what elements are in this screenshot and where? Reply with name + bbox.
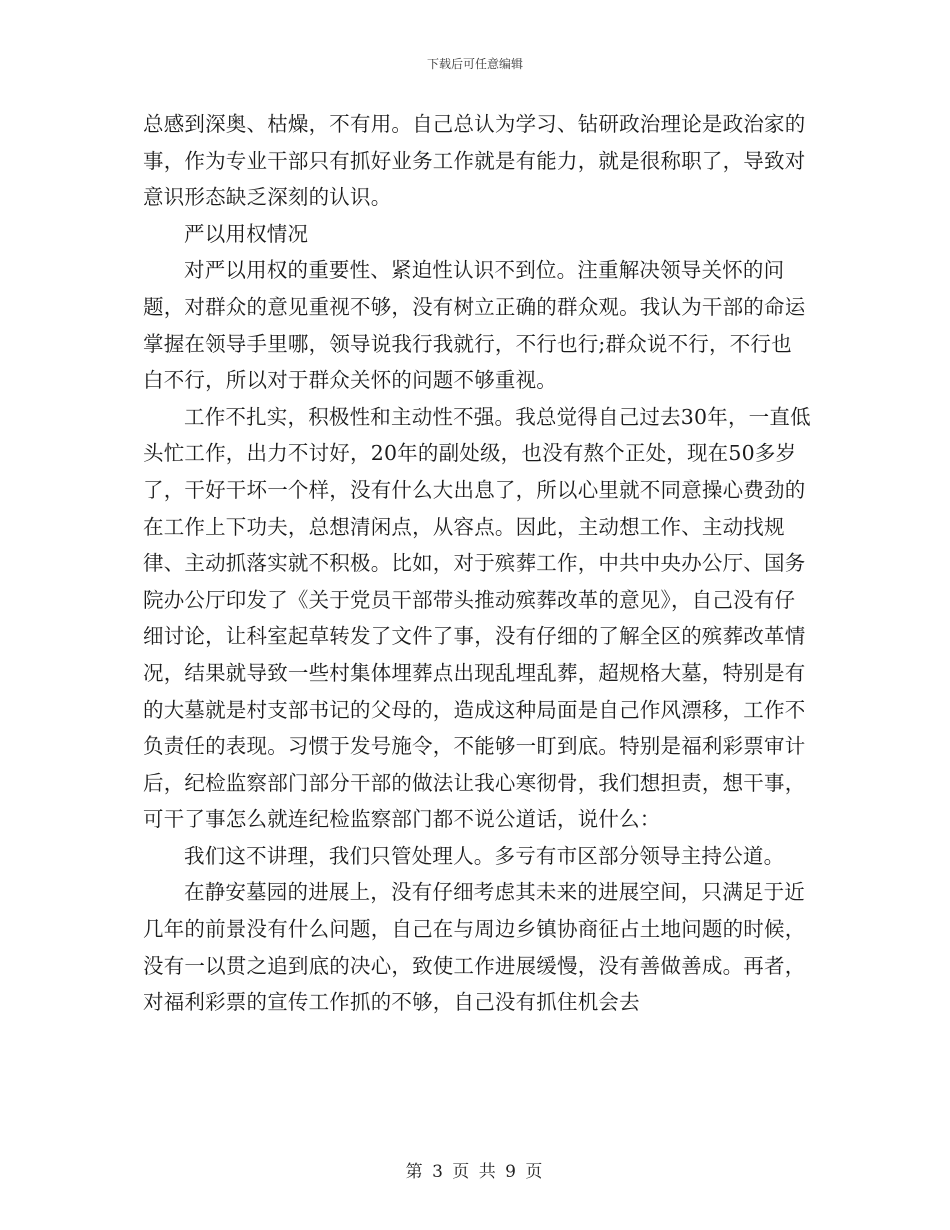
page-header: 下载后可任意编辑 [426, 57, 523, 71]
paragraph: 对严以用权的重要性、紧迫性认识不到位。注重解决领导关怀的问题，对群众的意见重视不够，没有树立正确的群众观。我认为干部的命运掌握在领导手里哪，领导说我行我就行，不行也行;群众说不行，不行也白不行，所以对于群众关怀的问题不够重视。 [143, 258, 806, 393]
paragraph: 在静安墓园的进展上，没有仔细考虑其未来的进展空间，只满足于近几年的前景没有什么问题，自己在与周边乡镇协商征占土地问题的时候，没有一以贯之追到底的决心，致使工作进展缓慢，没有善做善成。再者，对福利彩票的宣传工作抓的不够，自己没有抓住机会去 [143, 880, 806, 1015]
section-heading: 严以用权情况 [184, 221, 309, 246]
page-number-footer: 第 3 页 共 9 页 [405, 1162, 545, 1182]
paragraph: 工作不扎实，积极性和主动性不强。我总觉得自己过去30年，一直低头忙工作，出力不讨好，20年的副处级，也没有熬个正处，现在50多岁了，干好干坏一个样，没有什么大出息了，所以心里就不同意操心费劲的在工作上下功夫，总想清闲点，从容点。因此，主动想工作、主动找规律、主动抓落实就不积极。比如，对于殡葬工作，中共中央办公厅、国务院办公厅印发了《关于党员干部带头推动殡葬改革的意见》，自己没有仔细讨论，让科室起草转发了文件了事，没有仔细的了解全区的殡葬改革情况，结果就导致一些村集体埋葬点出现乱埋乱葬，超规格大墓，特别是有的大墓就是村支部书记的父母的，造成这种局面是自己作风漂移，工作不负责任的表现。习惯于发号施令，不能够一盯到底。特别是福利彩票审计后，纪检监察部门部分干部的做法让我心寒彻骨，我们想担责，想干事，可干了事怎么就连纪检监察部门都不说公道话，说什么： [143, 404, 811, 832]
paragraph: 我们这不讲理，我们只管处理人。多亏有市区部分领导主持公道。 [184, 843, 785, 868]
paragraph-continuation: 总感到深奥、枯燥，不有用。自己总认为学习、钻研政治理论是政治家的事，作为专业干部只有抓好业务工作就是有能力，就是很称职了，导致对意识形态缺乏深刻的认识。 [143, 112, 806, 210]
document-body [143, 106, 811, 1021]
